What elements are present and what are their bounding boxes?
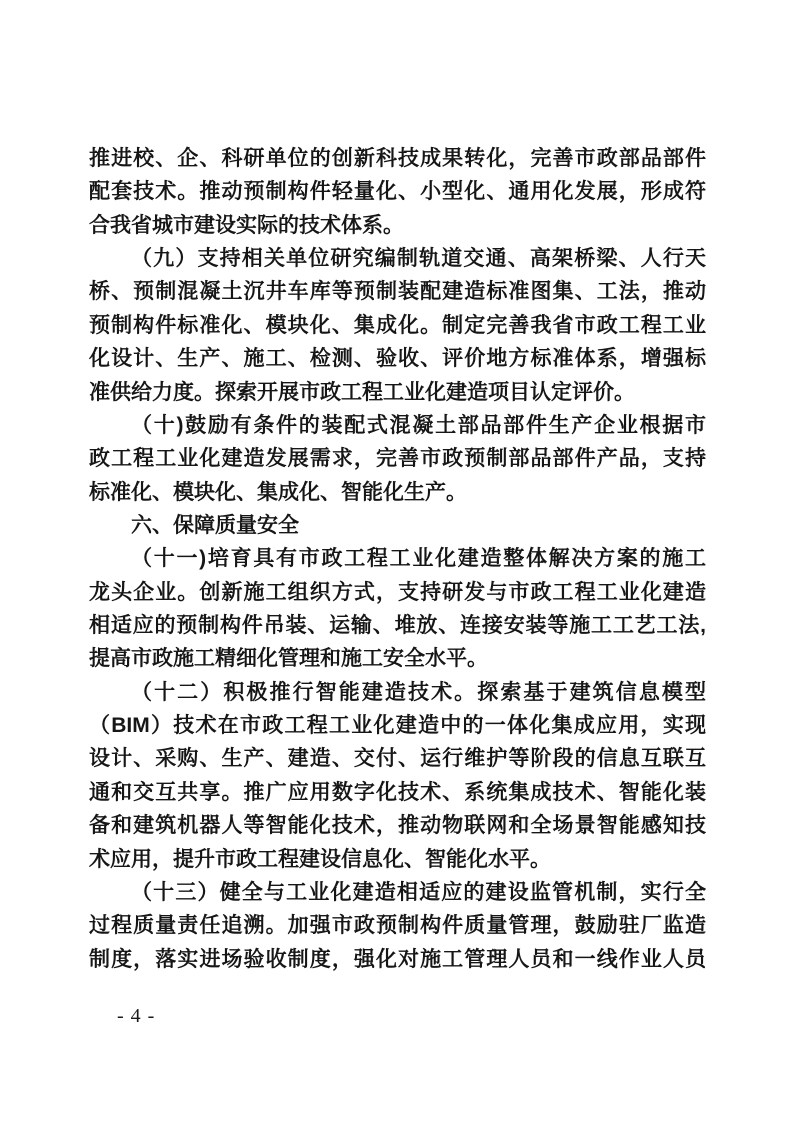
text-line: 化设计、生产、施工、检测、验收、评价地方标准体系，增强标 — [89, 347, 706, 371]
text-block — [89, 142, 706, 976]
text-line: 合我省城市建设实际的技术体系。 — [89, 213, 404, 237]
text-line: 相适应的预制构件吊装、运输、堆放、连接安装等施工工艺工法, — [89, 614, 706, 638]
text-line: 制度，落实进场验收制度，强化对施工管理人员和一线作业人员 — [89, 947, 706, 971]
section-heading — [89, 509, 706, 542]
text-line: （BIM）技术在市政工程工业化建造中的一体化集成应用，实现 — [89, 714, 706, 738]
page-number: - 4 - — [117, 1005, 156, 1027]
text-line: 提高市政施工精细化管理和施工安全水平。 — [89, 647, 488, 671]
text-line: 术应用，提升市政工程建设信息化、智能化水平。 — [89, 847, 551, 871]
paragraph — [89, 142, 706, 242]
text-line: 龙头企业。创新施工组织方式，支持研发与市政工程工业化建造 — [89, 580, 706, 604]
text-line: 政工程工业化建造发展需求，完善市政预制部品部件产品，支持 — [89, 447, 706, 471]
paragraph — [89, 542, 706, 675]
text-line: 标准化、模块化、集成化、智能化生产。 — [89, 480, 467, 504]
text-line: 通和交互共享。推广应用数字化技术、系统集成技术、智能化装 — [89, 780, 706, 804]
paragraph — [89, 876, 706, 976]
paragraph — [89, 676, 706, 876]
text-line: 设计、采购、生产、建造、交付、运行维护等阶段的信息互联互 — [89, 747, 706, 771]
text-line: 配套技术。推动预制构件轻量化、小型化、通用化发展，形成符 — [89, 180, 706, 204]
text-line: 六、保障质量安全 — [131, 513, 299, 537]
text-line: （十二）积极推行智能建造技术。探索基于建筑信息模型 — [131, 680, 706, 704]
text-line: 推进校、企、科研单位的创新科技成果转化，完善市政部品部件 — [89, 147, 706, 170]
text-line: （十一)培育具有市政工程工业化建造整体解决方案的施工 — [131, 547, 706, 571]
paragraph — [89, 409, 706, 509]
text-line: 过程质量责任追溯。加强市政预制构件质量管理，鼓励驻厂监造 — [89, 914, 706, 938]
text-line: 桥、预制混凝土沉井车库等预制装配建造标准图集、工法，推动 — [89, 280, 706, 304]
text-line: 备和建筑机器人等智能化技术，推动物联网和全场景智能感知技 — [89, 814, 706, 838]
text-line: 预制构件标准化、模块化、集成化。制定完善我省市政工程工业 — [89, 313, 706, 337]
text-line: （十)鼓励有条件的装配式混凝土部品部件生产企业根据市 — [131, 413, 706, 437]
text-line: （十三）健全与工业化建造相适应的建设监管机制，实行全 — [131, 880, 706, 904]
text-line: 准供给力度。探索开展市政工程工业化建造项目认定评价。 — [89, 380, 635, 404]
text-line: （九）支持相关单位研究编制轨道交通、高架桥梁、人行天 — [131, 247, 706, 271]
paragraph — [89, 242, 706, 409]
